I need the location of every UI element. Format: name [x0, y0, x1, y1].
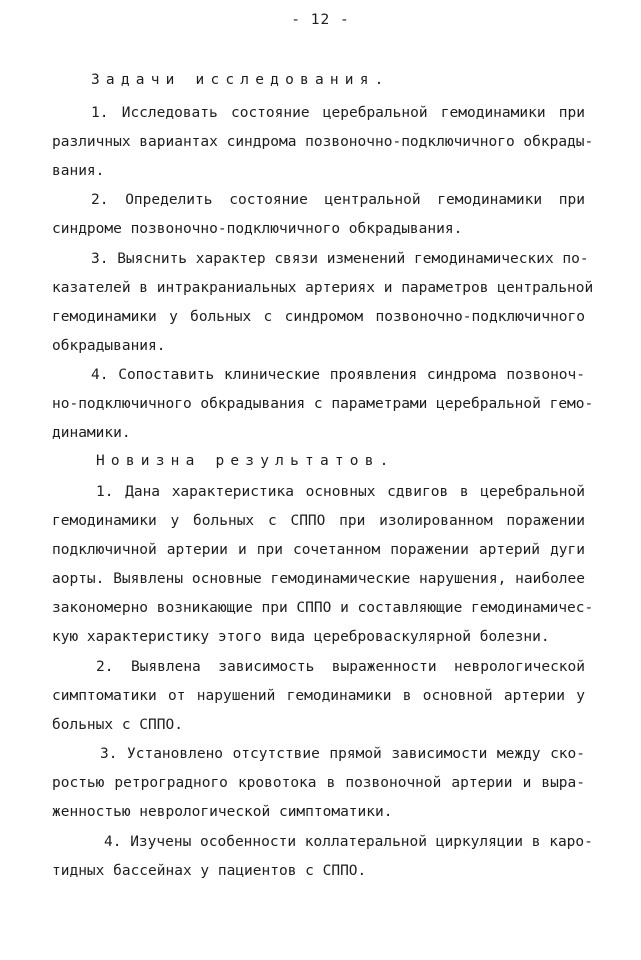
novelty-4-line-1: 4. Изучены особенности коллатеральной циркуляции в каро- — [104, 834, 593, 850]
novelty-1-line-4: аорты. Выявлены основные гемодинамические нарушения, наиболее — [52, 571, 585, 587]
objective-4-line-1: 4. Сопоставить клинические проявления синдрома позвоноч- — [91, 367, 585, 383]
novelty-3-line-3: женностью неврологической симптоматики. — [52, 804, 393, 820]
objective-3-line-2: казателей в интракраниальных артериях и параметров центральной — [52, 280, 594, 296]
novelty-1-line-2: гемодинамики у больных с СППО при изолированном поражении — [52, 513, 585, 529]
objective-1-line-1: 1. Исследовать состояние церебральной гемодинамики при — [91, 105, 585, 121]
section-heading-objectives: Задачи исследования. — [91, 72, 390, 88]
objective-3-line-4: обкрадывания. — [52, 338, 166, 354]
objective-4-line-2: но-подключичного обкрадывания с параметрами церебральной гемо- — [52, 396, 594, 412]
objective-3-line-3: гемодинамики у больных с синдромом позвоночно-подключичного — [52, 309, 585, 325]
objective-1-line-3: вания. — [52, 163, 105, 179]
novelty-3-line-2: ростью ретроградного кровотока в позвоночной артерии и выра- — [52, 775, 585, 791]
objective-3-line-1: 3. Выяснить характер связи изменений гемодинамических по- — [91, 251, 589, 267]
novelty-1-line-6: кую характеристику этого вида цереброваскулярной болезни. — [52, 629, 550, 645]
objective-2-line-2: синдроме позвоночно-подключичного обкрадывания. — [52, 221, 463, 237]
novelty-1-line-1: 1. Дана характеристика основных сдвигов в церебральной — [96, 484, 585, 500]
novelty-2-line-2: симптоматики от нарушений гемодинамики в основной артерии у — [52, 688, 585, 704]
novelty-1-line-3: подключичной артерии и при сочетанном поражении артерий дуги — [52, 542, 585, 558]
page-number: - 12 - — [291, 12, 350, 28]
novelty-1-line-5: закономерно возникающие при СППО и составляющие гемодинамичес- — [52, 600, 594, 616]
objective-4-line-3: динамики. — [52, 425, 131, 441]
objective-1-line-2: различных вариантах синдрома позвоночно-подключичного обкрады- — [52, 134, 594, 150]
novelty-2-line-3: больных с СППО. — [52, 717, 183, 733]
novelty-2-line-1: 2. Выявлена зависимость выраженности неврологической — [96, 659, 585, 675]
objective-2-line-1: 2. Определить состояние центральной гемодинамики при — [91, 192, 585, 208]
section-heading-novelty: Новизна результатов. — [96, 453, 395, 469]
novelty-3-line-1: 3. Установлено отсутствие прямой зависимости между ско- — [100, 746, 585, 762]
novelty-4-line-2: тидных бассейнах у пациентов с СППО. — [52, 863, 367, 879]
